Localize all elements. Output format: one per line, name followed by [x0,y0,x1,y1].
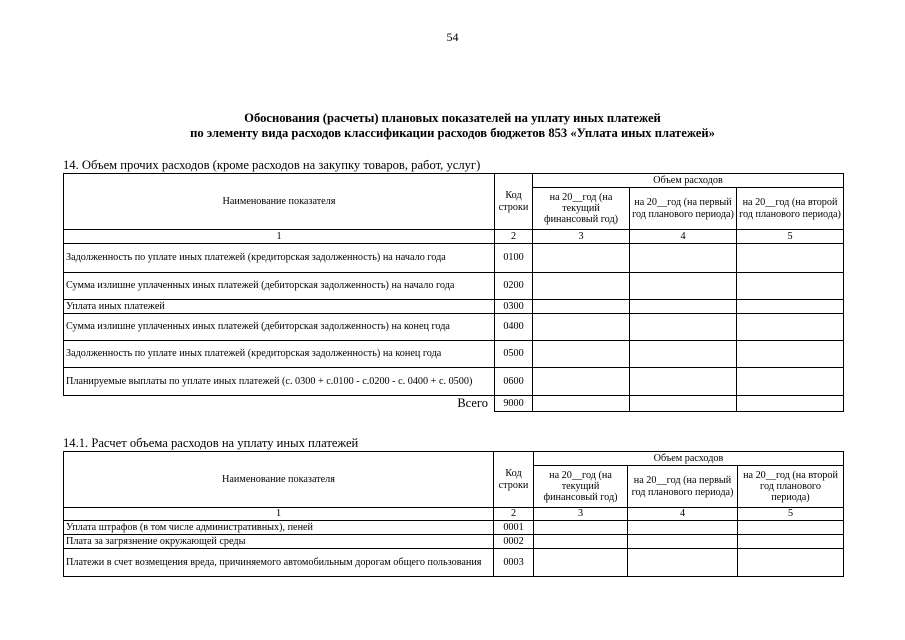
row-code: 0600 [495,368,533,396]
value-cell[interactable] [630,396,737,412]
value-cell[interactable] [738,549,844,577]
row-name: Планируемые выплаты по уплате иных платежей (с. 0300 + с.0100 - с.0200 - с. 0400 + с. 0500) [64,368,495,396]
col-number: 3 [534,508,628,521]
row-code: 0001 [494,521,534,535]
row-code: 0300 [495,300,533,314]
row-name: Платежи в счет возмещения вреда, причиняемого автомобильным дорогам общего пользования [64,549,494,577]
row-code: 0500 [495,341,533,368]
section-14-table [63,173,844,412]
value-cell[interactable] [534,549,628,577]
section-14-1-table [63,451,844,577]
header-code: Код строки [494,452,534,508]
header-name: Наименование показателя [64,174,495,230]
value-cell[interactable] [737,273,844,300]
header-col5: на 20__год (на второй год планового периода) [737,188,844,230]
table-row [64,300,844,314]
value-cell[interactable] [630,314,737,341]
col-number: 1 [64,230,495,244]
value-cell[interactable] [533,314,630,341]
value-cell[interactable] [737,396,844,412]
table-row [64,244,844,273]
value-cell[interactable] [737,300,844,314]
value-cell[interactable] [533,273,630,300]
col-number: 1 [64,508,494,521]
header-code: Код строки [495,174,533,230]
header-col4: на 20__год (на первый год планового периода) [630,188,737,230]
value-cell[interactable] [628,549,738,577]
value-cell[interactable] [630,244,737,273]
row-name: Задолженность по уплате иных платежей (кредиторская задолженность) на начало года [64,244,495,273]
value-cell[interactable] [628,521,738,535]
header-volume: Объем расходов [534,452,844,466]
col-number: 5 [738,508,844,521]
table-row [64,549,844,577]
value-cell[interactable] [533,244,630,273]
section-14-heading: 14. Объем прочих расходов (кроме расходов на закупку товаров, работ, услуг) [63,158,481,172]
value-cell[interactable] [630,273,737,300]
value-cell[interactable] [630,368,737,396]
value-cell[interactable] [738,521,844,535]
page-number: 54 [446,30,459,44]
table-row [64,521,844,535]
row-name: Уплата иных платежей [64,300,495,314]
header-col3: на 20__год (на текущий финансовый год) [534,466,628,508]
total-row [64,396,844,412]
header-col5: на 20__год (на второй год планового периода) [738,466,844,508]
row-code: 0100 [495,244,533,273]
col-number: 4 [628,508,738,521]
value-cell[interactable] [628,535,738,549]
header-col4: на 20__год (на первый год планового периода) [628,466,738,508]
col-number: 5 [737,230,844,244]
row-code: 0003 [494,549,534,577]
value-cell[interactable] [737,244,844,273]
total-code: 9000 [495,396,533,412]
row-name: Плата за загрязнение окружающей среды [64,535,494,549]
table-row [64,341,844,368]
row-name: Задолженность по уплате иных платежей (кредиторская задолженность) на конец года [64,341,495,368]
col-number: 4 [630,230,737,244]
value-cell[interactable] [737,341,844,368]
row-code: 0002 [494,535,534,549]
row-code: 0400 [495,314,533,341]
value-cell[interactable] [533,368,630,396]
table-row [64,314,844,341]
col-number: 2 [495,230,533,244]
value-cell[interactable] [630,341,737,368]
title-line-2: по элементу вида расходов классификации расходов бюджетов 853 «Уплата иных платежей» [190,126,715,140]
header-name: Наименование показателя [64,452,494,508]
table-row [64,535,844,549]
row-code: 0200 [495,273,533,300]
row-name: Сумма излишне уплаченных иных платежей (дебиторская задолженность) на конец года [64,314,495,341]
header-col3: на 20__год (на текущий финансовый год) [533,188,630,230]
total-label: Всего [64,396,495,412]
value-cell[interactable] [737,314,844,341]
col-number: 2 [494,508,534,521]
value-cell[interactable] [534,521,628,535]
value-cell[interactable] [630,300,737,314]
value-cell[interactable] [533,396,630,412]
section-14-1-heading: 14.1. Расчет объема расходов на уплату иных платежей [63,436,359,450]
table-row [64,273,844,300]
value-cell[interactable] [534,535,628,549]
row-name: Уплата штрафов (в том числе административных), пеней [64,521,494,535]
row-name: Сумма излишне уплаченных иных платежей (дебиторская задолженность) на начало года [64,273,495,300]
document-title [0,111,905,141]
col-number: 3 [533,230,630,244]
table-row [64,368,844,396]
value-cell[interactable] [738,535,844,549]
header-volume: Объем расходов [533,174,844,188]
value-cell[interactable] [737,368,844,396]
value-cell[interactable] [533,341,630,368]
value-cell[interactable] [533,300,630,314]
title-line-1: Обоснования (расчеты) плановых показателей на уплату иных платежей [244,111,661,125]
